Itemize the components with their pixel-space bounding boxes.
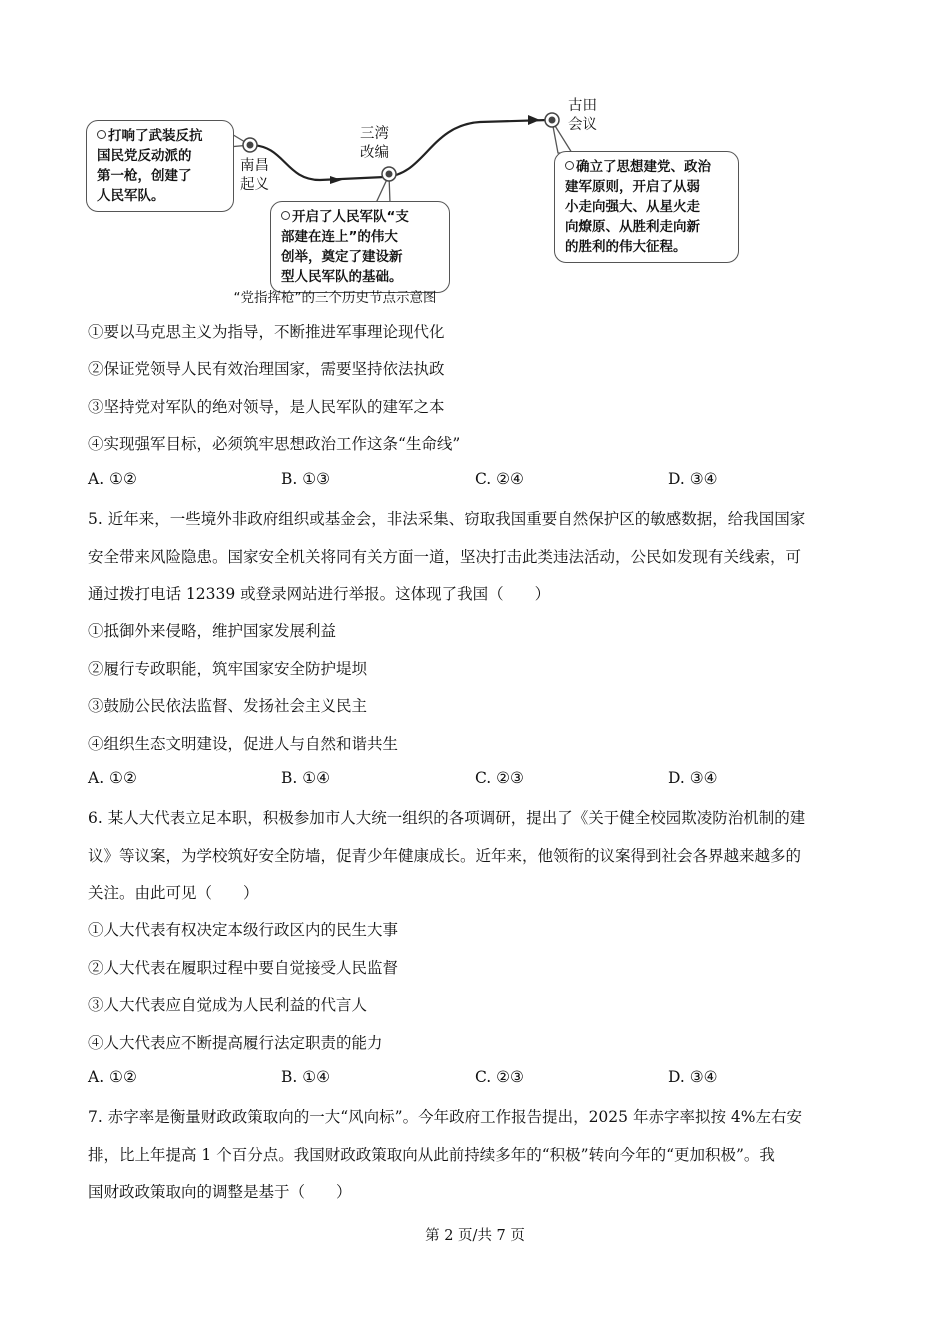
q4-item-3: ③坚持党对军队的绝对领导，是人民军队的建军之本 xyxy=(88,398,445,416)
q5-stem-line-2: 安全带来风险隐患。国家安全机关将同有关方面一道，坚决打击此类违法活动，公民如发现有关线索，可 xyxy=(88,548,802,566)
q5-option-b[interactable]: B. ①④ xyxy=(281,769,331,787)
node-label-gutian: 古田 会议 xyxy=(568,98,597,133)
q4-option-b[interactable]: B. ①③ xyxy=(281,470,331,488)
callout-sanwan xyxy=(270,201,450,293)
q5-item-4: ④组织生态文明建设，促进人与自然和谐共生 xyxy=(88,735,399,753)
q6-option-c[interactable]: C. ②③ xyxy=(475,1068,524,1086)
q6-option-d[interactable]: D. ③④ xyxy=(668,1068,718,1086)
callout-gutian-text: 确立了思想建党、政治 建军原则，开启了从弱 小走向强大、从星火走 向燎原、从胜利走向新 的胜利的伟大征程。 xyxy=(565,159,711,255)
q4-option-d[interactable]: D. ③④ xyxy=(668,470,718,488)
q4-item-1: ①要以马克思主义为指导，不断推进军事理论现代化 xyxy=(88,323,445,341)
page-number: 第 2 页/共 7 页 xyxy=(425,1228,525,1244)
callout-gutian xyxy=(554,151,739,263)
q6-stem-line-3: 关注。由此可见（ ） xyxy=(88,884,259,902)
q5-option-c[interactable]: C. ②③ xyxy=(475,769,524,787)
q5-item-3: ③鼓励公民依法监督、发扬社会主义民主 xyxy=(88,697,368,715)
q7-stem-line-1: 7. 赤字率是衡量财政政策取向的一大“风向标”。今年政府工作报告提出，2025 年赤字率拟按 4%左右安 xyxy=(88,1108,802,1126)
q5-item-1: ①抵御外来侵略，维护国家发展利益 xyxy=(88,622,337,640)
q5-option-d[interactable]: D. ③④ xyxy=(668,769,718,787)
diagram-caption: “党指挥枪”的三个历史节点示意图 xyxy=(233,290,437,306)
history-nodes-diagram xyxy=(80,95,760,310)
node-marker-gutian xyxy=(545,113,559,127)
q6-item-4: ④人大代表应不断提高履行法定职责的能力 xyxy=(88,1034,383,1052)
bullet-circle-icon xyxy=(97,130,106,139)
node-marker-nanchang xyxy=(243,138,257,152)
q5-stem-line-3: 通过拨打电话 12339 或登录网站进行举报。这体现了我国（ ） xyxy=(88,585,551,603)
q4-item-2: ②保证党领导人民有效治理国家，需要坚持依法执政 xyxy=(88,360,445,378)
q7-stem-line-2: 排，比上年提高 1 个百分点。我国财政政策取向从此前持续多年的“积极”转向今年的“更加积极”。我 xyxy=(88,1146,775,1164)
q6-option-b[interactable]: B. ①④ xyxy=(281,1068,331,1086)
callout-nanchang xyxy=(86,120,234,212)
q6-item-2: ②人大代表在履职过程中要自觉接受人民监督 xyxy=(88,959,399,977)
callout-sanwan-text: 开启了人民军队“支 部建在连上”的伟大 创举，奠定了建设新 型人民军队的基础。 xyxy=(281,209,409,285)
q5-option-a[interactable]: A. ①② xyxy=(88,769,137,787)
node-label-sanwan: 三湾 改编 xyxy=(360,126,389,161)
q6-stem-line-2: 议》等议案，为学校筑好安全防墙，促青少年健康成长。近年来，他领衔的议案得到社会各界越来越多的 xyxy=(88,847,802,865)
q4-option-a[interactable]: A. ①② xyxy=(88,470,137,488)
q6-stem-line-1: 6. 某人大代表立足本职，积极参加市人大统一组织的各项调研，提出了《关于健全校园欺凌防治机制的建 xyxy=(88,809,806,827)
node-marker-sanwan xyxy=(382,167,396,181)
bullet-circle-icon xyxy=(281,211,290,220)
q7-stem-line-3: 国财政政策取向的调整是基于（ ） xyxy=(88,1183,352,1201)
q4-item-4: ④实现强军目标，必须筑牢思想政治工作这条“生命线” xyxy=(88,435,461,453)
q6-option-a[interactable]: A. ①② xyxy=(88,1068,137,1086)
q6-item-3: ③人大代表应自觉成为人民利益的代言人 xyxy=(88,996,368,1014)
node-label-nanchang: 南昌 起义 xyxy=(240,158,269,193)
bullet-circle-icon xyxy=(565,161,574,170)
q5-stem-line-1: 5. 近年来，一些境外非政府组织或基金会，非法采集、窃取我国重要自然保护区的敏感数据，给我国国家 xyxy=(88,510,806,528)
q4-option-c[interactable]: C. ②④ xyxy=(475,470,524,488)
q6-item-1: ①人大代表有权决定本级行政区内的民生大事 xyxy=(88,921,399,939)
q5-item-2: ②履行专政职能，筑牢国家安全防护堤坝 xyxy=(88,660,368,678)
callout-nanchang-text: 打响了武装反抗 国民党反动派的 第一枪，创建了 人民军队。 xyxy=(97,128,203,204)
